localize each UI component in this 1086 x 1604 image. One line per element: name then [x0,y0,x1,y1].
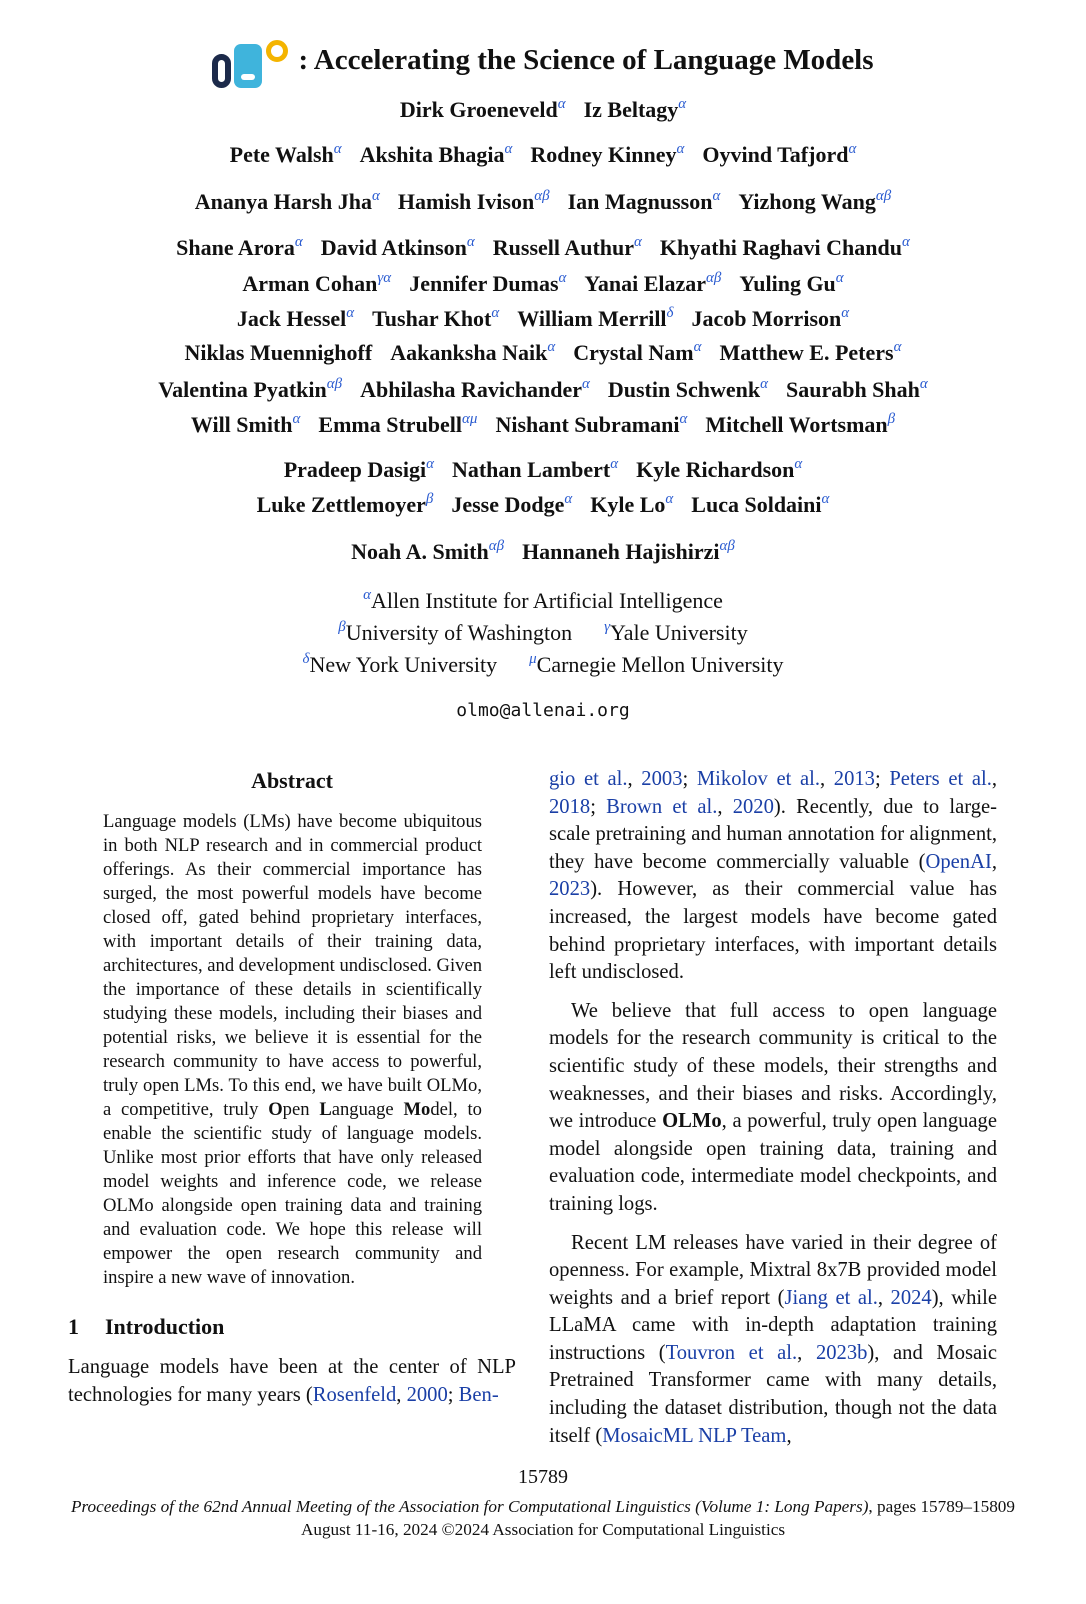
affiliation-mark: αβ [534,188,550,204]
author-name: Oyvind Tafjord$^\alpha$ [702,141,857,167]
citation-link[interactable]: Peters et al. [889,768,992,790]
affiliation-mark: α [504,141,513,157]
affiliation-mark: αβ [488,538,505,554]
affiliation-mark: α [557,96,566,112]
author-name: Arman Cohan$^{\gamma\alpha}$ [242,270,392,296]
affiliation: $^\beta$University of Washington [338,619,573,645]
author-row [0,458,1086,482]
abstract-heading: Abstract [251,768,333,793]
citation-link[interactable]: 2003 [641,768,683,790]
affiliation-mark: α [558,270,567,286]
affiliation-mark: α [547,339,556,355]
affiliation-mark: β [425,491,434,507]
author-row [0,493,1086,517]
affiliation-mark: γα [377,270,392,286]
author-row [0,236,1086,260]
affiliation-mark: α [491,305,500,321]
affiliation-mark: α [678,96,687,112]
citation-link[interactable]: 2013 [833,768,875,790]
citation-link[interactable]: 2018 [549,795,591,818]
author-name: Dustin Schwenk$^\alpha$ [607,376,768,402]
author-name: Abhilasha Ravichander$^\alpha$ [360,376,590,402]
proceedings-dates: August 11-16, 2024 ©2024 Association for Computational Linguistics [300,1520,786,1539]
citation-link[interactable]: 2000 [406,1383,448,1406]
author-name: Yuling $Gu^\alpha$ [739,270,844,296]
citation-link[interactable]: Brown et al. [606,795,718,818]
affiliation-row [0,585,1086,617]
author-row [0,272,1086,296]
author-row [0,190,1086,214]
author-name: Jennifer Dumas$^\alpha$ [409,270,567,296]
affiliation-row [0,649,1086,681]
affiliation-mark: α [712,188,721,204]
affiliation-mark: α [760,376,768,392]
affiliation-mark: α [841,305,850,321]
citation-link[interactable]: 2023b [815,1341,868,1364]
affiliation-mark: α [901,234,910,250]
intro-paragraph-2: We believe that full access to open language models for the research community is critical to the scientific study of these models, their strengths and weaknesses, and their biases and risks. Accordingly, we introduce OLMo, a powerful, truly open language model alongside open training data, training and evaluation code, intermediate model checkpoints, and training logs. [549,999,997,1215]
author-name: Kyle $Lo^\alpha$ [590,491,674,517]
citation-link[interactable]: Jiang et al. [784,1286,878,1309]
right-column [549,766,997,1450]
affiliation: $^\mu$Carnegie Mellon University [529,651,784,677]
author-name: Yizhong Wang$^{\alpha\beta}$ [738,188,892,214]
affiliation-mark: α [835,270,844,286]
citation-link[interactable]: Rosenfeld [312,1383,397,1406]
affiliation-mark: α [466,234,475,250]
paper-title: : Accelerating the Science of Language Models [298,43,874,76]
citation-link[interactable]: 2024 [890,1286,932,1309]
author-name: Yanai Elazar$^{\alpha\beta}$ [584,270,722,296]
author-name: Will Smith$^\alpha$ [190,411,301,437]
affiliation-mark: α [665,491,674,507]
author-name: Iz Beltagy$^\alpha$ [583,96,687,122]
affiliation-mark: α [346,305,355,321]
intro-paragraph-3: Recent LM releases have varied in their degree of openness. For example, Mixtral 8x7B provided model weights and a brief report (Jiang et al., 2024), while LLaMA came with in-depth adaptation training instructions (Touvron et al., 2023b), and Mosaic Pretrained Transformer came with many details, including the dataset distribution, though not the data itself (MosaicML NLP Team, [549,1231,998,1447]
affiliation: $^\alpha$Allen Institute for Artificial Intelligence [363,587,723,613]
author-name: Hannaneh Hajishirzi$^{\alpha\beta}$ [522,538,735,564]
author-name: Jack Hessel$^\alpha$ [236,305,355,331]
affiliation-mark: α [582,376,590,392]
author-name: Luke Zettlemoyer$^\beta$ [256,491,434,517]
affiliation-mark: α [919,376,928,392]
affiliation-mark: α [634,234,642,250]
citation-link[interactable]: 2020 [732,795,774,818]
left-column [68,766,516,1409]
intro-paragraph-1-continued: gio et al., 2003; Mikolov et al., 2013; Peters et al., 2018; Brown et al., 2020). Recently, due to large-scale pretraining and human annotation for alignment, they have become commercially valuable (OpenAI, 2023). However, as their commercial value has increased, the largest models have become gated behind proprietary interfaces, with important details left undisclosed. [549,768,997,984]
author-name: Matthew E. Peters$^\alpha$ [719,339,902,365]
section-heading-introduction: 1 Introduction [68,1314,225,1339]
affiliation-mark: α [426,456,434,472]
affiliation-mark: α [294,234,303,250]
affiliation-mark: α [794,456,803,472]
author-name: Rodney Kinney$^\alpha$ [530,141,685,167]
author-name: Jacob Morrison$^\alpha$ [691,305,850,331]
author-name: Saurabh Shah$^\alpha$ [785,376,928,402]
affiliation: $^\gamma$Yale University [604,619,748,645]
affiliation-mark: α [679,411,688,427]
affiliation-mark: β [887,411,896,427]
author-row [0,341,1086,365]
author-name: Mitchell Wortsman$^\beta$ [705,411,896,437]
author-name: Jesse Dodge$^\alpha$ [451,491,573,517]
author-name: Nishant Subramani$^\alpha$ [495,411,688,437]
title-row [0,30,1086,90]
author-name: Ian Magnusson$^\alpha$ [567,188,721,214]
author-name: Russell Authur$^\alpha$ [492,234,642,260]
olmo-logo-icon [212,32,288,88]
abstract-body: Language models (LMs) have become ubiquitous in both NLP research and in commercial product offerings. As their commercial importance has surged, the most powerful models have become closed off, gated behind proprietary interfaces, with important details of their training data, architectures, and development undisclosed. Given the importance of these details in scientifically studying these models, including their biases and potential risks, we believe it is essential for the research community to have access to powerful, truly open LMs. To this end, we have built OLMo, a competitive, truly Open Language Model, to enable the scientific study of language models. Unlike most prior efforts that have only released model weights and inference code, we release OLMo alongside open training data and training and evaluation code. We hope this release will empower the open research community and inspire a new wave of innovation. [103,811,482,1288]
contact-email: olmo@allenai.org [456,700,630,721]
affiliation-mark: α [848,141,857,157]
affiliation-mark: α [893,339,902,355]
author-name: Pradeep Dasigi$^\alpha$ [283,456,434,482]
proceedings-title: Proceedings of the 62nd Annual Meeting of the Association for Computational Linguistics (Volume 1: Long Papers) [71,1497,869,1516]
affiliation: $^\delta$New York University [302,651,498,677]
intro-paragraph-1: Language models have been at the center of NLP technologies for many years (Rosenfeld, 2000; Ben- [68,1356,516,1406]
affiliation-mark: αμ [462,411,478,427]
affiliation-mark: α [372,188,380,204]
author-name: Kyle Richardson$^\alpha$ [636,456,803,482]
author-name: William Merrill$^\delta$ [517,305,674,331]
affiliation-mark: α [333,141,342,157]
citation-link[interactable]: Mikolov et al. [696,768,820,790]
author-name: Crystal Nam$^\alpha$ [573,339,702,365]
author-name: Niklas Muennighoff [184,340,373,365]
affiliation-mark: αβ [719,538,735,554]
author-name: Emma Strubell$^{\alpha\mu}$ [318,411,478,437]
citation-link[interactable]: 2023 [549,878,591,901]
citation-link[interactable]: Touvron et al. [665,1341,798,1364]
author-name: David Atkinson$^\alpha$ [320,234,475,260]
citation-link[interactable]: gio et al. [549,768,628,790]
citation-link[interactable]: OpenAI [925,850,992,873]
author-row [0,143,1086,167]
page-number: 15789 [518,1466,568,1488]
author-row [0,413,1086,437]
author-name: Tushar Khot$^\alpha$ [372,305,500,331]
citation-link[interactable]: MosaicML NLP Team [602,1424,787,1447]
author-row [0,307,1086,331]
author-name: Shane Arora$^\alpha$ [176,234,303,260]
affiliation-mark: α [610,456,619,472]
author-name: Nathan Lambert$^\alpha$ [451,456,619,482]
citation-link[interactable]: Ben- [458,1383,499,1406]
author-name: Valentina Pyatkin$^{\alpha\beta}$ [158,376,343,402]
author-row [0,540,1086,564]
author-name: Ananya Harsh Jha$^\alpha$ [194,188,380,214]
author-row [0,98,1086,122]
affiliation-row [0,617,1086,649]
author-name: Noah A. Smith$^{\alpha\beta}$ [351,538,505,564]
author-name: Aakanksha Naik$^\alpha$ [390,339,556,365]
author-name: Pete Walsh$^\alpha$ [229,141,342,167]
affiliation-mark: α [564,491,573,507]
affiliation-mark: αβ [326,376,343,392]
proceedings-footer [0,1495,1086,1541]
author-row [0,378,1086,402]
author-name: Dirk Groeneveld$^\alpha$ [399,96,566,122]
affiliation-mark: δ [666,305,674,321]
author-name: Hamish Ivison$^{\alpha\beta}$ [397,188,550,214]
affiliation-mark: α [676,141,685,157]
author-name: Akshita Bhagia$^\alpha$ [359,141,513,167]
affiliation-mark: αβ [706,270,722,286]
author-name: Luca Soldaini$^\alpha$ [691,491,830,517]
proceedings-pages: , pages 15789–15809 [868,1497,1015,1516]
affiliation-mark: α [693,339,702,355]
affiliation-mark: α [292,411,301,427]
author-name: Khyathi Raghavi Chandu$^\alpha$ [659,234,910,260]
affiliation-mark: α [821,491,830,507]
affiliation-mark: αβ [875,188,892,204]
